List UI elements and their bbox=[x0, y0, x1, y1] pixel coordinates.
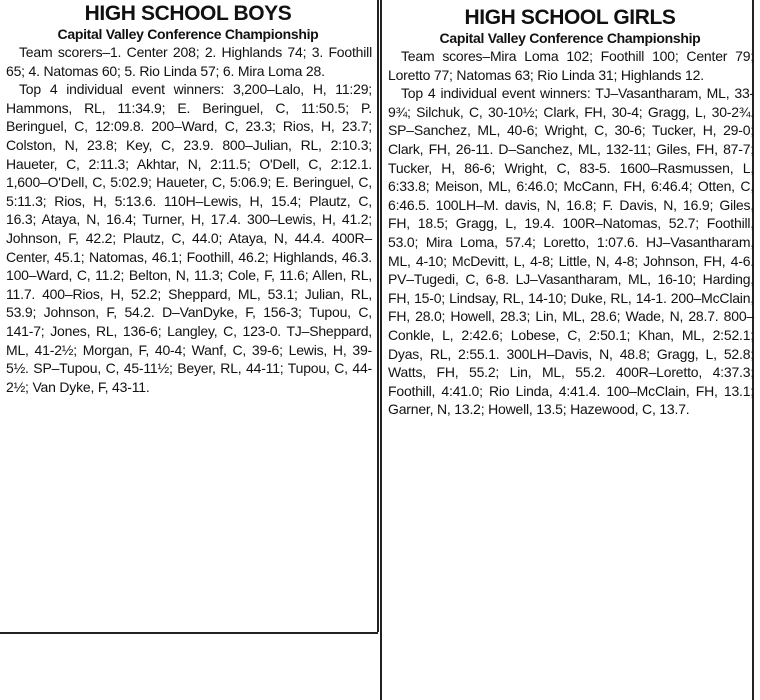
boys-column bbox=[2, 0, 374, 632]
boys-bottom-rule bbox=[0, 632, 378, 634]
column-divider-right bbox=[380, 0, 382, 700]
boys-headline: HIGH SCHOOL BOYS bbox=[84, 2, 292, 25]
girls-headline: HIGH SCHOOL GIRLS bbox=[464, 6, 676, 29]
girls-subheadline: Capital Valley Conference Championship bbox=[439, 30, 701, 46]
boys-team-scores: Team scorers–1. Center 208; 2. Highlands 74; 3. Foothill 65; 4. Natomas 60; 5. Rio Linda 57; 6. Mira Loma 28. bbox=[6, 44, 372, 79]
girls-column bbox=[384, 0, 756, 700]
boys-subheadline: Capital Valley Conference Championship bbox=[57, 26, 319, 42]
boys-event-winners: Top 4 individual event winners: 3,200–Lalo, H, 11:29; Hammons, RL, 11:34.9; E. Beringuel, C, 11:50.5; P. Beringuel, C, 12:09.8. 200–Ward, C, 23.3; Rios, H, 23.7; Colston, N, 23.8; Key, C, 23.9. 800–Julian, RL, 2:10.3; Haueter, C, 2:11.3; Akhtar, N, 2:11.5; O'Dell, C, 2:12.1. 1,600–O'Dell, C, 5:02.9; Haueter, C, 5:06.9; E. Beringuel, C, 5:11.3; Rios, H, 5:13.6. 110H–Lewis, H, 15.4; Plautz, C, 16.3; Ataya, N, 16.4; Turner, H, 17.4. 300–Lewis, H, 41.2; Johnson, F, 42.2; Plautz, C, 44.0; Ataya, N, 44.4. 400R–Center, 45.1; Natomas, 46.1; Foothill, 46.2; Highlands, 46.3. 100–Ward, C, 11.2; Belton, N, 11.3; Cole, F, 11.6; Allen, RL, 11.7. 400–Rios, H, 52.2; Sheppard, ML, 53.1; Julian, RL, 53.9; Johnson, F, 54.2. D–VanDyke, F, 156-3; Tupou, C, 141-7; Jones, RL, 136-6; Langley, C, 123-0. TJ–Sheppard, ML, 41-2½; Morgan, F, 40-4; Wanf, C, 39-6; Lewis, H, 39-5½. SP–Tupou, C, 45-11½; Beyer, RL, 44-11; Tupou, C, 44-2½; Van Dyke, F, 43-11. bbox=[6, 81, 372, 395]
girls-team-scores: Team scores–Mira Loma 102; Foothill 100; Center 79; Loretto 77; Natomas 63; Rio Linda 31; Highlands 12. bbox=[388, 48, 754, 83]
column-divider-left bbox=[377, 0, 379, 632]
girls-event-winners: Top 4 individual event winners: TJ–Vasantharam, ML, 33-9¾; Silchuk, C, 30-10½; Clark, FH, 30-4; Gragg, L, 30-2¾. SP–Sanchez, ML, 40-6; Wright, C, 30-6; Tucker, H, 29-0; Clark, FH, 26-11. D–Sanchez, ML, 132-11; Giles, FH, 87-7; Tucker, H, 86-6; Wright, C, 83-5. 1600–Rasmussen, L, 6:33.8; Meison, ML, 6:46.0; McCann, FH, 6:46.4; Otten, C, 6:46.5. 100LH–M. davis, N, 16.8; F. Davis, N, 16.9; Giles, FH, 18.5; Gragg, L, 19.4. 100R–Natomas, 52.7; Foothill, 53.0; Mira Loma, 57.4; Loretto, 1:07.6. HJ–Vasantharam, ML, 4-10; McDevitt, L, 4-8; Little, N, 4-8; Johnson, FH, 4-6. PV–Tugedi, C, 6-8. LJ–Vasantharam, ML, 16-10; Harding, FH, 15-0; Lindsay, RL, 14-10; Duke, RL, 14-1. 200–McClain, FH, 28.0; Howell, 28.3; Lin, ML, 28.6; Wade, N, 28.7. 800–Conkle, L, 2:42.6; Lobese, C, 2:50.1; Khan, ML, 2:52.1; Dyas, RL, 2:55.1. 300LH–Davis, N, 48.8; Gragg, L, 52.8; Watts, FH, 55.2; Lin, ML, 55.2. 400R–Loretto, 4:37.3; Foothill, 4:41.0; Rio Linda, 4:41.4. 100–McClain, FH, 13.1; Garner, N, 13.2; Howell, 13.5; Hazewood, C, 13.7. bbox=[388, 85, 754, 418]
